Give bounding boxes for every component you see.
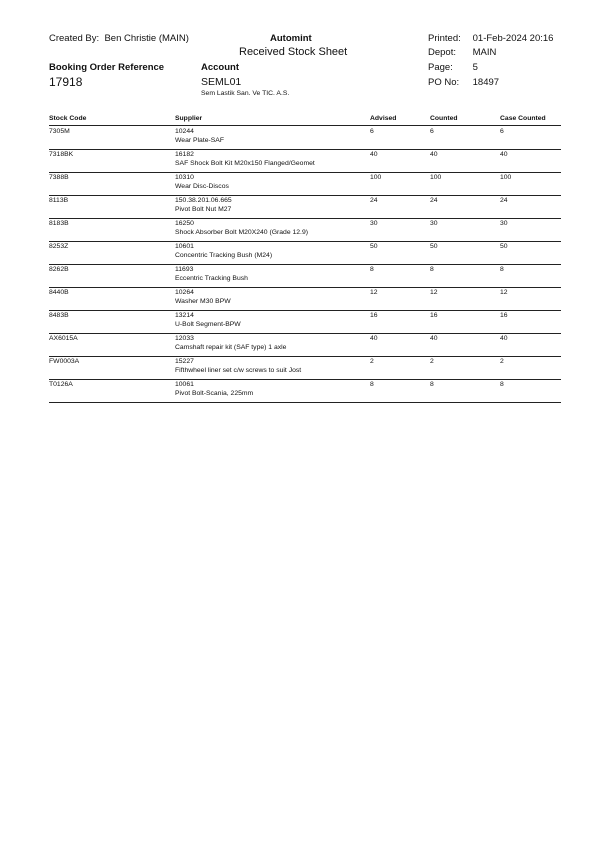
table-row: [49, 173, 561, 196]
stock-code: 8483B: [49, 312, 69, 319]
table-row: [49, 127, 561, 150]
counted-qty: 24: [430, 197, 438, 204]
page-info: [428, 62, 478, 73]
counted-qty: 40: [430, 151, 438, 158]
depot-label: Depot:: [428, 47, 456, 58]
table-row: [49, 357, 561, 380]
po-info: [428, 77, 499, 88]
account-name: Sem Lastik San. Ve TIC. A.S.: [201, 90, 290, 97]
col-stock-code: Stock Code: [49, 115, 87, 122]
advised-qty: 40: [370, 335, 378, 342]
item-description: U-Bolt Segment-BPW: [175, 321, 241, 328]
col-counted: Counted: [430, 115, 458, 122]
page-number: 5: [472, 62, 478, 73]
counted-qty: 6: [430, 128, 434, 135]
item-description: Shock Absorber Bolt M20X240 (Grade 12.9): [175, 229, 308, 236]
case-counted-qty: 50: [500, 243, 508, 250]
item-description: SAF Shock Bolt Kit M20x150 Flanged/Geomet: [175, 160, 315, 167]
advised-qty: 6: [370, 128, 374, 135]
stock-code: 7305M: [49, 128, 70, 135]
created-by-value: Ben Christie (MAIN): [104, 33, 189, 44]
item-description: Concentric Tracking Bush (M24): [175, 252, 273, 259]
item-description: Fifthwheel liner set c/w screws to suit Jost: [175, 367, 302, 374]
case-counted-qty: 40: [500, 335, 508, 342]
supplier-code: 16250: [175, 220, 194, 227]
supplier-code: 10601: [175, 243, 194, 250]
supplier-code: 10310: [175, 174, 194, 181]
table-row: [49, 334, 561, 357]
stock-code: 8440B: [49, 289, 69, 296]
stock-code: 8253Z: [49, 243, 69, 250]
item-description: Pivot Bolt Nut M27: [175, 206, 232, 213]
col-case-counted: Case Counted: [500, 115, 546, 122]
counted-qty: 12: [430, 289, 438, 296]
counted-qty: 50: [430, 243, 438, 250]
item-description: Wear Disc-Discos: [175, 183, 229, 190]
booking-label: Booking Order Reference: [49, 62, 165, 73]
stock-code: 8262B: [49, 266, 69, 273]
account-label: Account: [201, 62, 239, 73]
advised-qty: 40: [370, 151, 378, 158]
supplier-code: 150.38.201.06.665: [175, 197, 232, 204]
stock-code: T0126A: [49, 381, 73, 388]
counted-qty: 8: [430, 381, 434, 388]
counted-qty: 8: [430, 266, 434, 273]
po-number: 18497: [472, 77, 500, 88]
item-description: Camshaft repair kit (SAF type) 1 axle: [175, 344, 287, 351]
table-row: [49, 219, 561, 242]
advised-qty: 16: [370, 312, 378, 319]
advised-qty: 50: [370, 243, 378, 250]
table-row: [49, 288, 561, 311]
printed-label: Printed:: [428, 33, 461, 44]
printed-value: 01-Feb-2024 20:16: [472, 33, 554, 44]
counted-qty: 100: [430, 174, 442, 181]
case-counted-qty: 8: [500, 381, 504, 388]
advised-qty: 2: [370, 358, 374, 365]
item-description: Eccentric Tracking Bush: [175, 275, 248, 282]
case-counted-qty: 16: [500, 312, 508, 319]
supplier-code: 16182: [175, 151, 194, 158]
item-description: Pivot Bolt-Scania, 225mm: [175, 390, 254, 397]
booking-value: 17918: [49, 75, 83, 89]
case-counted-qty: 8: [500, 266, 504, 273]
sheet-title: Received Stock Sheet: [239, 46, 348, 58]
company-name: Automint: [270, 33, 312, 44]
supplier-code: 11693: [175, 266, 194, 273]
case-counted-qty: 30: [500, 220, 508, 227]
created-by-label: Created By:: [49, 33, 100, 44]
advised-qty: 8: [370, 266, 374, 273]
item-description: Wear Plate-SAF: [175, 137, 224, 144]
case-counted-qty: 100: [500, 174, 512, 181]
case-counted-qty: 2: [500, 358, 504, 365]
counted-qty: 2: [430, 358, 434, 365]
table-row: [49, 242, 561, 265]
counted-qty: 40: [430, 335, 438, 342]
advised-qty: 12: [370, 289, 378, 296]
table-header: [49, 115, 561, 126]
case-counted-qty: 24: [500, 197, 508, 204]
account-code: SEML01: [201, 76, 242, 88]
col-advised: Advised: [370, 115, 397, 122]
counted-qty: 16: [430, 312, 438, 319]
advised-qty: 100: [370, 174, 382, 181]
col-supplier: Supplier: [175, 115, 203, 122]
depot-info: [428, 47, 496, 58]
supplier-code: 15227: [175, 358, 194, 365]
case-counted-qty: 6: [500, 128, 504, 135]
stock-code: 8113B: [49, 197, 69, 204]
page-label: Page:: [428, 62, 453, 73]
supplier-code: 12033: [175, 335, 194, 342]
stock-code: FW0003A: [49, 358, 80, 365]
advised-qty: 30: [370, 220, 378, 227]
supplier-code: 13214: [175, 312, 194, 319]
stock-code: 8183B: [49, 220, 69, 227]
supplier-code: 10264: [175, 289, 194, 296]
advised-qty: 24: [370, 197, 378, 204]
po-label: PO No:: [428, 77, 460, 88]
table-row: [49, 150, 561, 173]
stock-code: 7318BK: [49, 151, 74, 158]
depot-value: MAIN: [472, 47, 497, 58]
supplier-code: 10061: [175, 381, 194, 388]
created-by: [49, 33, 189, 44]
table-row: [49, 196, 561, 219]
case-counted-qty: 12: [500, 289, 508, 296]
item-description: Washer M30 BPW: [175, 298, 231, 305]
case-counted-qty: 40: [500, 151, 508, 158]
stock-code: AX6015A: [49, 335, 78, 342]
advised-qty: 8: [370, 381, 374, 388]
counted-qty: 30: [430, 220, 438, 227]
printed-info: [428, 33, 553, 44]
stock-code: 7388B: [49, 174, 69, 181]
table-row: [49, 265, 561, 288]
table-row: [49, 311, 561, 334]
supplier-code: 10244: [175, 128, 194, 135]
table-row: [49, 380, 561, 403]
